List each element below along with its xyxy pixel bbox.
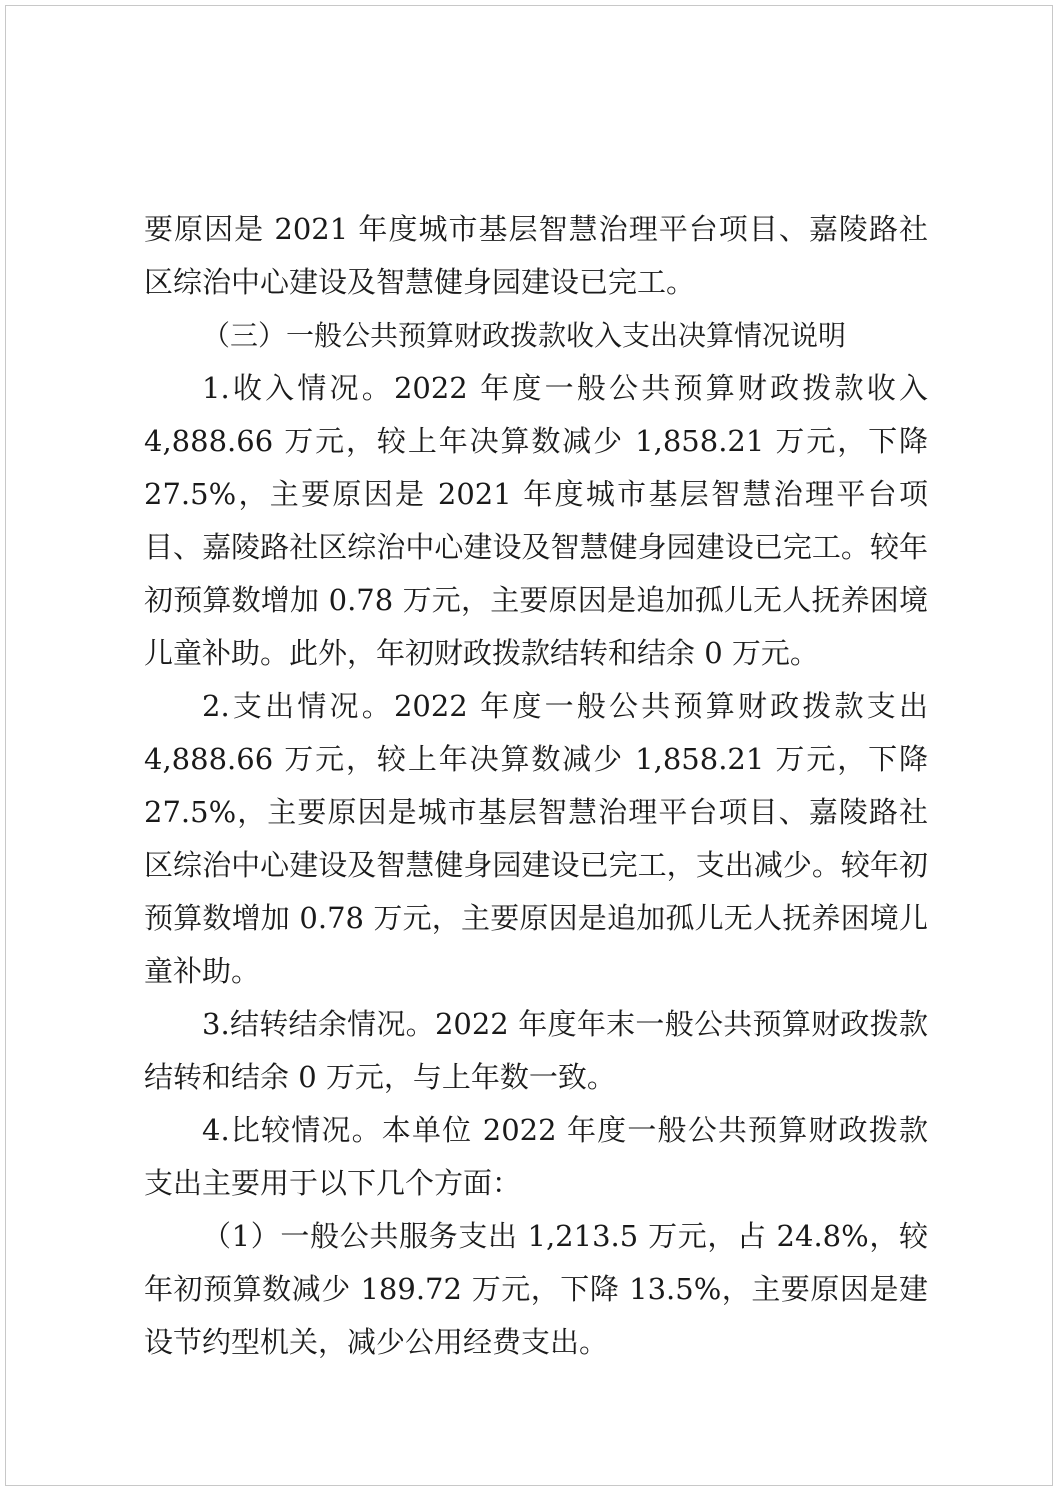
paragraph-income: 1.收入情况。2022 年度一般公共预算财政拨款收入 4,888.66 万元，较上年决算数减少 1,858.21 万元，下降 27.5%，主要原因是 2021 年度城市基层智慧治理平台项目、嘉陵路社区综治中心建设及智慧健身园建设已完工。较年初预算数增加 0.78 万元，主要原因是追加孤儿无人抚养困境儿童补助。此外，年初财政拨款结转和结余 0 万元。 — [144, 371, 928, 670]
paragraph-public-services: （1）一般公共服务支出 1,213.5 万元，占 24.8%，较年初预算数减少 189.72 万元，下降 13.5%，主要原因是建设节约型机关，减少公用经费支出。 — [144, 1219, 928, 1359]
section-heading: （三）一般公共预算财政拨款收入支出决算情况说明 — [202, 319, 847, 352]
paragraph-expenditure: 2.支出情况。2022 年度一般公共预算财政拨款支出 4,888.66 万元，较上年决算数减少 1,858.21 万元，下降 27.5%，主要原因是城市基层智慧治理平台项目、嘉陵路社区综治中心建设及智慧健身园建设已完工，支出减少。较年初预算数增加 0.78 万元，主要原因是追加孤儿无人抚养困境儿童补助。 — [144, 689, 928, 988]
paragraph-comparison: 4.比较情况。本单位 2022 年度一般公共预算财政拨款支出主要用于以下几个方面： — [144, 1113, 928, 1200]
paragraph-carryover: 3.结转结余情况。2022 年度年末一般公共预算财政拨款结转和结余 0 万元，与上年数一致。 — [144, 1007, 928, 1094]
document-page — [5, 5, 1053, 1486]
document-body — [144, 203, 928, 1369]
paragraph-continuation: 要原因是 2021 年度城市基层智慧治理平台项目、嘉陵路社区综治中心建设及智慧健身园建设已完工。 — [144, 212, 928, 299]
